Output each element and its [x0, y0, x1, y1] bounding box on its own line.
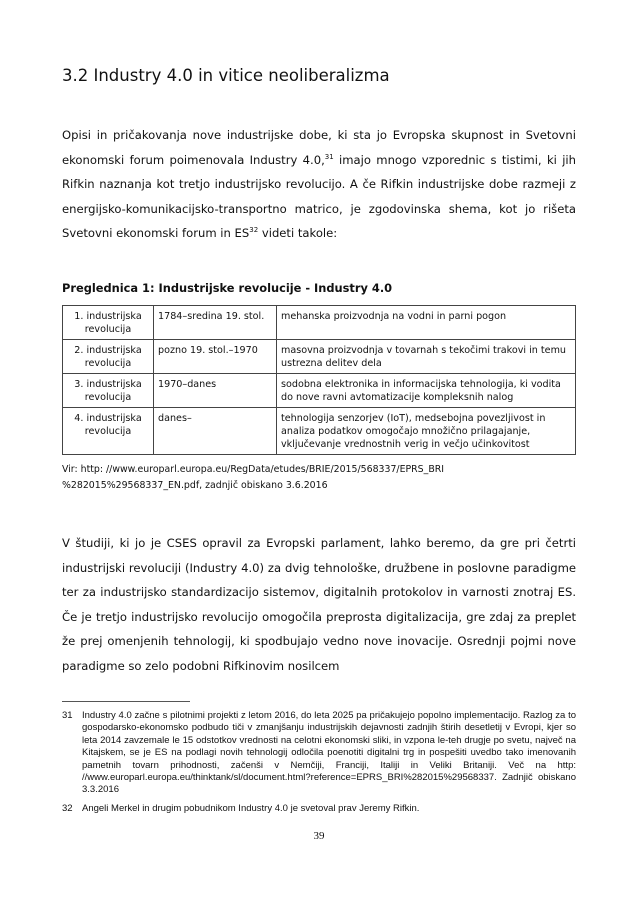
- footnote-number: 31: [62, 710, 73, 721]
- paragraph-study: V študiji, ki jo je CSES opravil za Evropski parlament, lahko beremo, da gre pri četrti industrijski revoluciji (Industry 4.0) za dvig tehnološke, družbene in poslovne paradigme ter za industrijsko standardizacijo sistemov, digitalnih protokolov in varnosti znotraj ES. Če je tretjo industrijsko revolucijo omogočila preprosta digitalizacija, gre zdaj za preplet že prej omenjenih tehnologij, ki spodbujajo vedno nove inovacije. Osrednji pojmi nove paradigme so zelo podobni Rifkinovim nosilcem: [62, 536, 576, 673]
- table-row: [63, 374, 576, 408]
- period-cell: 1970–danes: [154, 374, 277, 408]
- table-caption: Preglednica 1: Industrijske revolucije - Industry 4.0: [62, 281, 393, 295]
- source-link-line[interactable]: %282015%29568337_EN.pdf, zadnjič obiskano 3.6.2016: [62, 479, 328, 491]
- paragraph-text: Opisi in pričakovanja nove industrijske dobe, ki sta jo Evropska skupnost in Svetovni ekonomski forum poimenovala Industry 4.0,: [62, 128, 576, 167]
- description-cell: tehnologija senzorjev (IoT), medsebojna povezljivost in analiza podatkov omogočajo množično prilagajanje, vključevanje vrednostnih verig in večjo učinkovitost: [277, 408, 576, 455]
- paragraph-text: imajo mnogo vzporednic s tistimi, ki jih Rifkin naznanja kot tretjo industrijsko revolucijo. A če Rifkin industrijske dobe razmeji z energijsko-komunikacijsko-transportno matrico, je zgodovinska shema, kot jo rišeta Svetovni ekonomski forum in ES: [62, 152, 576, 241]
- description-cell: mehanska proizvodnja na vodni in parni pogon: [277, 306, 576, 340]
- footnote-ref-31[interactable]: 31: [324, 152, 334, 161]
- table-row: [63, 306, 576, 340]
- section-heading: 3.2 Industry 4.0 in vitice neoliberalizma: [62, 66, 390, 85]
- footnote-31: [62, 710, 576, 797]
- footnote-ref-32[interactable]: 32: [249, 226, 259, 235]
- revolution-name-cell: 2. industrijska revolucija: [63, 340, 154, 374]
- table-row: [63, 408, 576, 455]
- revolution-name-cell: 1. industrijska revolucija: [63, 306, 154, 340]
- revolutions-table: [62, 305, 576, 455]
- description-cell: sodobna elektronika in informacijska tehnologija, ki vodita do nove ravni avtomatizacije kompleksnih nalog: [277, 374, 576, 408]
- page-number: 39: [313, 830, 325, 842]
- footnote-text: Industry 4.0 začne s pilotnimi projekti z letom 2016, do leta 2025 pa pričakujejo popolno implementacijo. Razlog za to gospodarsko-ekonomsko podbudo tiči v zmanjšanju industrijskih dejavnosti zadnjih štirih desetletij v Evropi, kjer so leta 2014 zavzemale le 15 odstotkov vrednosti na celotni ekonomski sliki, in vzpona le-teh drugje po svetu, največ na Kitajskem, se je ES na podlagi novih tehnologij odločila poenotiti digitalni trg in pospešiti uvedbo tako imenovanih pametnih tovarn prihodnosti, začenši v Nemčiji, Franciji, Italiji in Veliki Britaniji. Več na http: //www.europarl.europa.eu/thinktank/sl/document.html?reference=EPRS_BRI%282015%29568337. Zadnjič obiskano 3.3.2016: [82, 710, 576, 796]
- footnote-text: Angeli Merkel in drugim pobudnikom Industry 4.0 je svetoval prav Jeremy Rifkin.: [82, 803, 420, 814]
- paragraph-text: videti takole:: [258, 226, 338, 241]
- source-link-line[interactable]: Vir: http: //www.europarl.europa.eu/RegData/etudes/BRIE/2015/568337/EPRS_BRI: [62, 464, 445, 475]
- table-source: [62, 462, 582, 493]
- revolution-name-cell: 4. industrijska revolucija: [63, 408, 154, 455]
- footnote-separator: [62, 701, 190, 702]
- footnote-number: 32: [62, 803, 73, 814]
- paragraph-intro: [62, 123, 576, 246]
- period-cell: danes–: [154, 408, 277, 455]
- period-cell: 1784–sredina 19. stol.: [154, 306, 277, 340]
- table-row: [63, 340, 576, 374]
- description-cell: masovna proizvodnja v tovarnah s tekočimi trakovi in temu ustrezna delitev dela: [277, 340, 576, 374]
- revolution-name-cell: 3. industrijska revolucija: [63, 374, 154, 408]
- footnote-32: [62, 803, 576, 815]
- period-cell: pozno 19. stol.–1970: [154, 340, 277, 374]
